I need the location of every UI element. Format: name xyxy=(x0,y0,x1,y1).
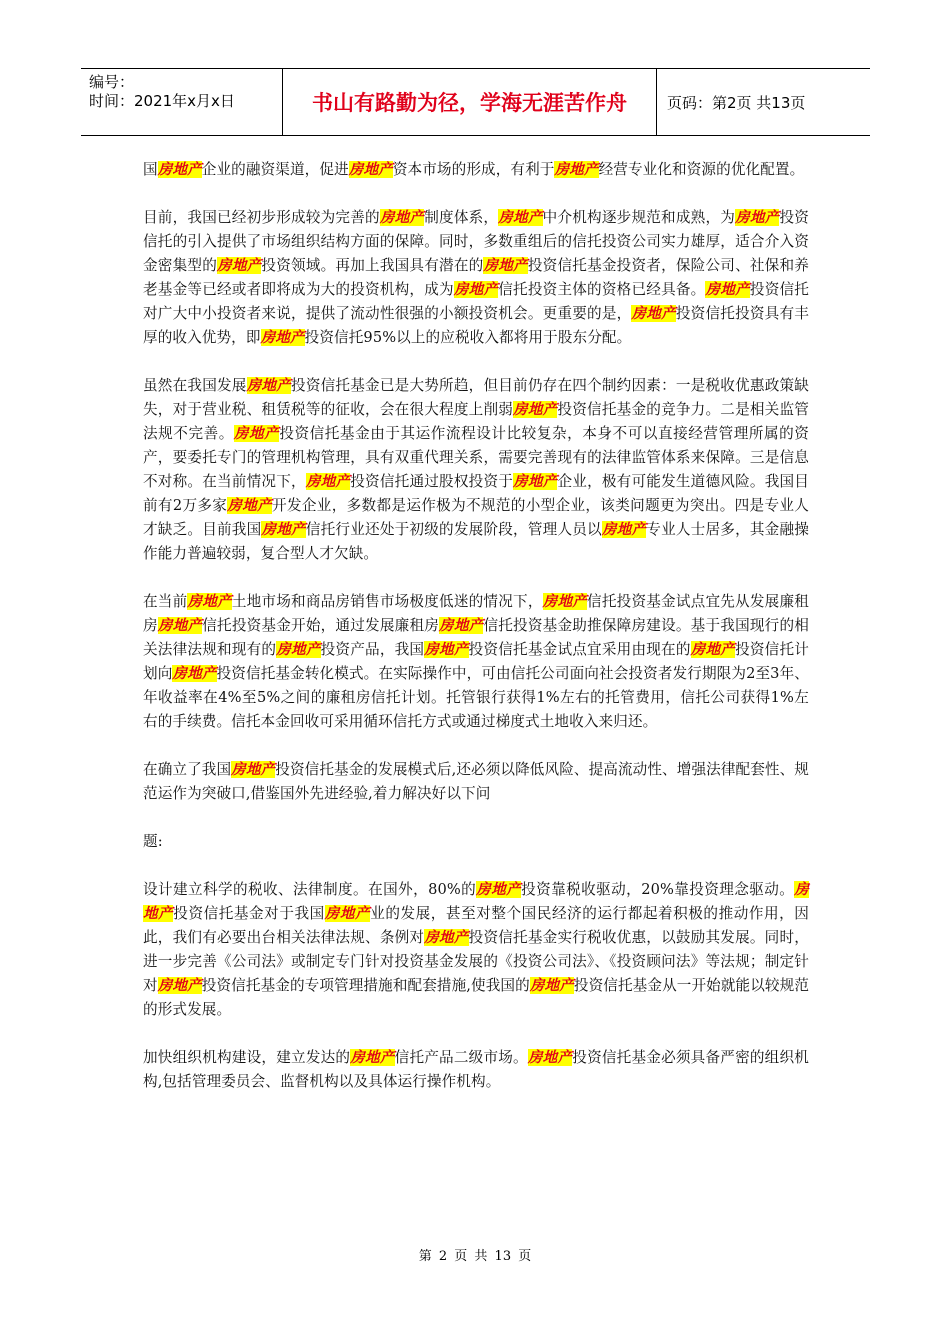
paragraph-text: 信托行业还处于初级的发展阶段，管理人员以 xyxy=(305,521,602,538)
paragraph-text: 投资领域。再加上我国具有潜在的 xyxy=(261,257,484,274)
body-paragraph xyxy=(143,374,809,566)
paragraph-text: 目前，我国已经初步形成较为完善的 xyxy=(143,209,380,226)
body-paragraph xyxy=(143,206,809,350)
paragraph-text: 虽然在我国发展 xyxy=(143,377,247,394)
page-footer: 第 2 页 共 13 页 xyxy=(418,1249,532,1264)
paragraph-text: 企业的融资渠道，促进 xyxy=(201,161,349,178)
paragraph-text: 投资信托基金转化模式。在实际操作中，可由信托公司面向社会投资者发行期限为2至3年、年收益率在4%至5%之间的廉租房信托计划。托管银行获得1%左右的托管费用，信托公司获得1%左右的手续费。信托本金回收可采用循环信托方式或通过梯度式土地收入来归还。 xyxy=(143,665,809,730)
paragraph-text: 信托投资基金开始，通过发展廉租房 xyxy=(202,617,440,634)
paragraph-text: 土地市场和商品房销售市场极度低迷的情况下， xyxy=(231,593,543,610)
highlighted-keyword: 房地产 xyxy=(439,617,484,634)
paragraph-text: 信托产品二级市场。 xyxy=(394,1049,528,1066)
highlighted-keyword: 房地产 xyxy=(157,161,202,178)
highlighted-keyword: 房地产 xyxy=(735,209,780,226)
paragraph-text: 投资信托基金由于其运作流程设计比较复杂，本身不可以直接经营管理所属的资产，要委托专门的管理机构管理，具有双重代理关系，需要完善现有的法律监管体系来保障。三是信息不对称。在当前情况下， xyxy=(143,425,809,490)
highlighted-keyword: 房地产 xyxy=(513,473,558,490)
highlighted-keyword: 房地产 xyxy=(498,209,543,226)
paragraph-text: 投资信托95%以上的应税收入都将用于股东分配。 xyxy=(304,329,632,346)
highlighted-keyword: 房地产 xyxy=(261,521,306,538)
paragraph-text: 投资信托投资具有丰厚的收入优势，即 xyxy=(143,305,809,346)
paragraph-text: 投资信托基金已是大势所趋，但目前仍存在四个制约因素：一是税收优惠政策缺失，对于营业税、租赁税等的征收，会在很大程度上削弱 xyxy=(143,377,809,418)
body-paragraph xyxy=(143,590,809,734)
paragraph-text: 经营专业化和资源的优化配置。 xyxy=(598,161,805,178)
paragraph-text: 投资产品，我国 xyxy=(320,641,425,658)
paragraph-text: 开发企业，多数都是运作极为不规范的小型企业，该类问题更为突出。四是专业人才缺乏。目前我国 xyxy=(143,497,809,538)
highlighted-keyword: 房地产 xyxy=(542,593,588,610)
highlighted-keyword: 房地产 xyxy=(513,401,558,418)
highlighted-keyword: 房地产 xyxy=(483,257,528,274)
highlighted-keyword: 房地产 xyxy=(260,329,305,346)
paragraph-text: 投资信托基金从一开始就能以较规范的形式发展。 xyxy=(143,977,810,1018)
header-motto: 书山有路勤为径，学海无涯苦作舟 xyxy=(282,69,657,135)
paragraph-text: 投资信托基金对于我国 xyxy=(173,905,325,922)
highlighted-keyword: 房地产 xyxy=(305,473,351,490)
document-body xyxy=(143,158,809,1118)
highlighted-keyword: 房地产 xyxy=(217,257,262,274)
highlighted-keyword: 房地产 xyxy=(554,161,599,178)
header-page-number: 页码：第2页 共13页 xyxy=(667,93,806,112)
highlighted-keyword: 房地产 xyxy=(453,281,499,298)
paragraph-text: 加快组织机构建设，建立发达的 xyxy=(143,1049,351,1066)
highlighted-keyword: 房地产 xyxy=(529,977,574,994)
body-paragraph xyxy=(143,158,809,182)
paragraph-text: 在确立了我国 xyxy=(143,761,232,778)
paragraph-text: 在当前 xyxy=(143,593,188,610)
paragraph-text: 业的发展，甚至对整个国民经济的运行都起着积极的推动作用，因此，我们有必要出台相关法律法规、条例对 xyxy=(143,905,809,946)
paragraph-text: 信托投资基金助推保障房建设。基于我国现行的相关法律法规和现有的 xyxy=(143,617,809,658)
highlighted-keyword: 房地产 xyxy=(187,593,232,610)
date-label: 时间：2021年x月x日 xyxy=(89,92,235,110)
paragraph-text: 信托投资基金试点宜先从发展廉租房 xyxy=(143,593,809,634)
paragraph-text: 投资信托对广大中小投资者来说，提供了流动性很强的小额投资机会。更重要的是， xyxy=(143,281,809,322)
paragraph-text: 中介机构逐步规范和成熟，为 xyxy=(542,209,736,226)
paragraph-text: 设计建立科学的税收、法律制度。在国外，80%的 xyxy=(143,881,477,898)
highlighted-keyword: 房地产 xyxy=(227,497,273,514)
highlighted-keyword: 房地产 xyxy=(348,161,393,178)
highlighted-keyword: 房地产 xyxy=(527,1049,573,1066)
paragraph-text: 国 xyxy=(143,161,158,178)
page-header xyxy=(81,68,870,136)
paragraph-text: 制度体系， xyxy=(424,209,499,226)
body-paragraph xyxy=(143,758,809,806)
highlighted-keyword: 房地产 xyxy=(705,281,750,298)
paragraph-text: 投资信托通过股权投资于 xyxy=(350,473,514,490)
highlighted-keyword: 房地产 xyxy=(350,1049,395,1066)
header-info xyxy=(81,69,282,135)
highlighted-keyword: 房地产 xyxy=(231,761,276,778)
paragraph-text: 投资信托基金必须具备严密的组织机构,包括管理委员会、监督机构以及具体运行操作机构。 xyxy=(143,1049,809,1090)
paragraph-text: 企业，极有可能发生道德风险。我国目前有2万多家 xyxy=(143,473,809,514)
serial-number-label: 编号： xyxy=(89,73,135,91)
highlighted-keyword: 房地产 xyxy=(233,425,280,442)
highlighted-keyword: 房地产 xyxy=(476,881,522,898)
paragraph-text: 题: xyxy=(143,833,163,850)
highlighted-keyword: 房地产 xyxy=(276,641,321,658)
highlighted-keyword: 房地产 xyxy=(324,905,371,922)
highlighted-keyword: 房地产 xyxy=(157,617,203,634)
highlighted-keyword: 房地产 xyxy=(601,521,647,538)
paragraph-text: 投资信托基金的发展模式后,还必须以降低风险、提高流动性、增强法律配套性、规范运作为突破口,借鉴国外先进经验,着力解决好以下问 xyxy=(143,761,809,802)
paragraph-text: 信托投资主体的资格已经具备。 xyxy=(498,281,706,298)
paragraph-text: 投资信托基金实行税收优惠，以鼓励其发展。同时，进一步完善《公司法》或制定专门针对投资基金发展的《投资公司法》、《投资顾问法》等法规；制定针对 xyxy=(143,929,809,994)
body-paragraph xyxy=(143,878,809,1022)
paragraph-text: 投资信托的引入提供了市场组织结构方面的保障。同时，多数重组后的信托投资公司实力雄厚，适合介入资金密集型的 xyxy=(143,209,809,274)
paragraph-text: 投资信托基金试点宜采用由现在的 xyxy=(468,641,691,658)
highlighted-keyword: 房地产 xyxy=(172,665,217,682)
highlighted-keyword: 房地产 xyxy=(424,929,469,946)
paragraph-text: 投资信托基金投资者，保险公司、社保和养老基金等已经或者即将成为大的投资机构，成为 xyxy=(143,257,809,298)
highlighted-keyword: 房地产 xyxy=(690,641,736,658)
body-paragraph xyxy=(143,1046,809,1094)
highlighted-keyword: 房地产 xyxy=(379,209,425,226)
paragraph-text: 专业人士居多，其金融操作能力普遍较弱，复合型人才欠缺。 xyxy=(143,521,809,562)
paragraph-text: 投资信托基金的专项管理措施和配套措施,使我国的 xyxy=(201,977,530,994)
paragraph-text: 投资信托基金的竞争力。二是相关监管法规不完善。 xyxy=(143,401,809,442)
highlighted-keyword: 房地产 xyxy=(157,977,202,994)
paragraph-text: 投资信托计划向 xyxy=(143,641,809,682)
highlighted-keyword: 房地产 xyxy=(631,305,676,322)
highlighted-keyword: 房地产 xyxy=(143,881,809,922)
highlighted-keyword: 房地产 xyxy=(246,377,292,394)
body-paragraph xyxy=(143,830,809,854)
paragraph-text: 资本市场的形成，有利于 xyxy=(392,161,555,178)
highlighted-keyword: 房地产 xyxy=(424,641,469,658)
paragraph-text: 投资靠税收驱动，20%靠投资理念驱动。 xyxy=(521,881,795,898)
